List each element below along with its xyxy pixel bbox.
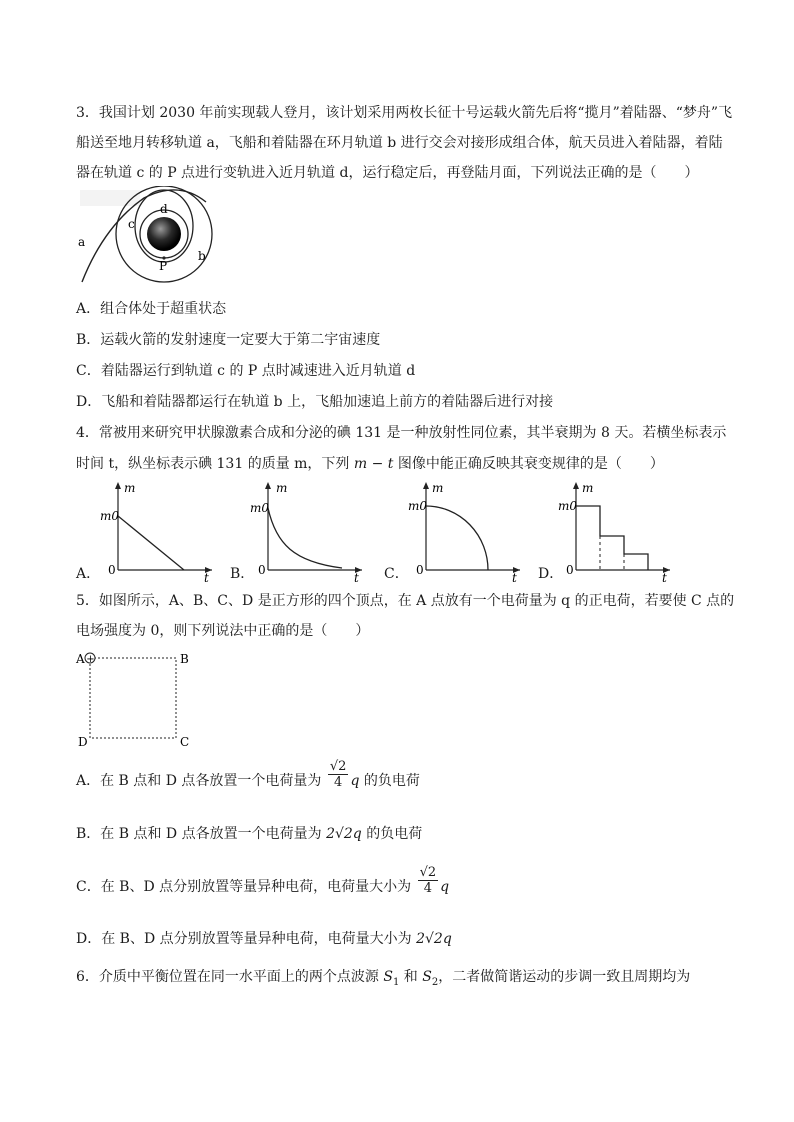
q5-option-C bbox=[76, 864, 450, 896]
graph-B-y-label: m bbox=[276, 481, 288, 495]
graph-A-curve bbox=[118, 516, 184, 570]
q5-A-pre: A．在 B 点和 D 点各放置一个电荷量为 bbox=[76, 773, 322, 789]
graph-C-m0: m0 bbox=[408, 499, 428, 513]
label-P: P bbox=[159, 259, 168, 273]
q3-option-A: A．组合体处于超重状态 bbox=[76, 301, 227, 317]
square-dashed bbox=[90, 658, 176, 738]
q6-S1-sub: 1 bbox=[392, 976, 400, 988]
q4-graph-A bbox=[100, 478, 220, 582]
label-a: a bbox=[78, 235, 86, 249]
q3-orbit-figure bbox=[74, 186, 224, 286]
graph-C-y-label: m bbox=[432, 481, 444, 495]
vertex-A: A bbox=[76, 652, 85, 666]
graph-D-y-label: m bbox=[582, 481, 594, 495]
q6-post: ，二者做简谐运动的步调一致且周期均为 bbox=[438, 969, 691, 985]
q6-pre: 6．介质中平衡位置在同一水平面上的两个点波源 bbox=[76, 969, 379, 985]
q5-B-pre: B．在 B 点和 D 点各放置一个电荷量为 bbox=[76, 826, 322, 842]
q6-stem-line-1 bbox=[76, 968, 690, 992]
q5-D-math: 2√2q bbox=[416, 931, 452, 947]
q5-B-math: 2√2q bbox=[326, 826, 362, 842]
q6-S1: S bbox=[383, 969, 393, 985]
q4-stem-line-1: 4．常被用来研究甲状腺激素合成和分泌的碘 131 是一种放射性同位素，其半衰期为 8 天。若横坐标表示 bbox=[76, 425, 727, 441]
q5-A-denominator: 4 bbox=[334, 774, 343, 790]
graph-C-x-label: t bbox=[512, 571, 517, 582]
q4-graph-C bbox=[408, 478, 528, 582]
q4-option-B-label: B． bbox=[230, 566, 255, 582]
graph-D-step-solid bbox=[576, 506, 648, 570]
graph-A-origin: 0 bbox=[108, 563, 116, 577]
vertex-D: D bbox=[78, 735, 88, 748]
graph-B-x-label: t bbox=[354, 571, 359, 582]
q3-option-D: D．飞船和着陆器都运行在轨道 b 上，飞船加速追上前方的着陆器后进行对接 bbox=[76, 394, 554, 410]
label-d: d bbox=[160, 202, 168, 216]
q5-C-var: q bbox=[440, 879, 450, 895]
graph-B-origin: 0 bbox=[258, 563, 266, 577]
graph-B-curve bbox=[268, 508, 342, 568]
graph-A-y-label: m bbox=[124, 481, 136, 495]
graph-C-curve bbox=[426, 506, 488, 570]
q6-S2-sub: 2 bbox=[431, 976, 439, 988]
graph-D-m0: m0 bbox=[558, 499, 578, 513]
q4-stem-line-2 bbox=[76, 455, 664, 473]
q5-B-post: 的负电荷 bbox=[366, 826, 423, 842]
graph-D-step-dashed bbox=[600, 536, 624, 570]
q5-option-D bbox=[76, 930, 452, 948]
q3-stem-line-2: 船送至地月转移轨道 a，飞船和着陆器在环月轨道 b 进行交会对接形成组合体，航天员进入着陆器，着陆 bbox=[76, 135, 723, 151]
graph-A-x-label: t bbox=[204, 571, 209, 582]
graph-D-x-label: t bbox=[662, 571, 667, 582]
q5-C-numerator: √2 bbox=[419, 864, 437, 880]
vertex-B: B bbox=[180, 652, 189, 666]
q4-option-D-label: D． bbox=[538, 566, 564, 582]
q4-graph-B bbox=[250, 478, 370, 582]
q5-C-pre: C．在 B、D 点分别放置等量异种电荷，电荷量大小为 bbox=[76, 879, 412, 895]
graph-B-m0: m0 bbox=[250, 501, 270, 515]
graph-C-origin: 0 bbox=[416, 563, 424, 577]
moon bbox=[147, 217, 181, 251]
q5-A-numerator: √2 bbox=[329, 758, 347, 774]
q5-A-var: q bbox=[350, 773, 360, 789]
q3-stem-line-1: 3．我国计划 2030 年前实现载人登月，该计划采用两枚长征十号运载火箭先后将“揽月”着陆器、“梦舟”飞 bbox=[76, 105, 733, 121]
q4-line2-math: m − t bbox=[353, 456, 394, 472]
q5-option-B bbox=[76, 825, 422, 843]
q6-S2: S bbox=[422, 969, 432, 985]
label-b: b bbox=[198, 249, 206, 263]
q4-option-C-label: C． bbox=[384, 566, 409, 582]
q5-stem-line-2: 电场强度为 0，则下列说法中正确的是（ ） bbox=[76, 623, 370, 639]
q3-option-C: C．着陆器运行到轨道 c 的 P 点时减速进入近月轨道 d bbox=[76, 363, 416, 379]
q4-graph-D bbox=[558, 478, 678, 582]
q5-A-post: 的负电荷 bbox=[363, 773, 420, 789]
q5-C-denominator: 4 bbox=[423, 880, 432, 896]
q5-C-fraction bbox=[418, 865, 439, 896]
q5-square-figure bbox=[72, 648, 202, 748]
q3-option-B: B．运载火箭的发射速度一定要大于第二宇宙速度 bbox=[76, 332, 381, 348]
q4-line2-post: 图像中能正确反映其衰变规律的是（ ） bbox=[397, 456, 664, 472]
graph-A-m0: m0 bbox=[100, 509, 120, 523]
q3-stem-line-3: 器在轨道 c 的 P 点进行变轨进入近月轨道 d，运行稳定后，再登陆月面，下列说法正确的是（ ） bbox=[76, 165, 699, 181]
q6-mid: 和 bbox=[403, 969, 418, 985]
q5-option-A bbox=[76, 758, 420, 790]
q5-D-pre: D．在 B、D 点分别放置等量异种电荷，电荷量大小为 bbox=[76, 931, 412, 947]
vertex-C: C bbox=[180, 735, 190, 748]
positive-sign: + bbox=[86, 654, 95, 665]
graph-D-origin: 0 bbox=[566, 563, 574, 577]
label-c: c bbox=[128, 217, 135, 231]
q4-line2-pre: 时间 t，纵坐标表示碘 131 的质量 m，下列 bbox=[76, 456, 350, 472]
q5-A-fraction bbox=[328, 759, 349, 790]
q4-option-A-label: A． bbox=[76, 566, 101, 582]
q5-stem-line-1: 5．如图所示，A、B、C、D 是正方形的四个顶点，在 A 点放有一个电荷量为 q 的正电荷，若要使 C 点的 bbox=[76, 593, 735, 609]
